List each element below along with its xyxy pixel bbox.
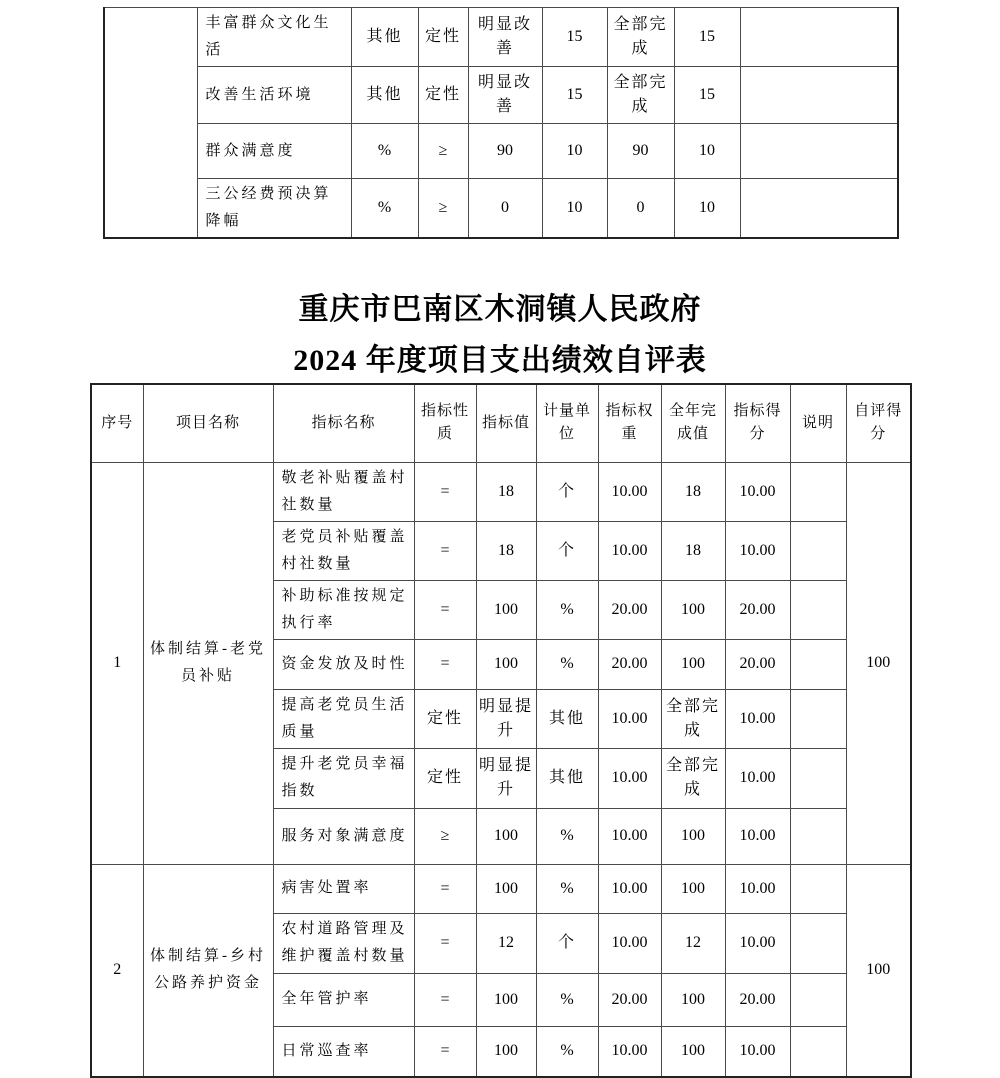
completion-cell: 全部完成	[607, 67, 674, 124]
completion-cell: 全部完成	[607, 8, 674, 67]
header-cell: 序号	[91, 384, 143, 462]
nature-cell: =	[414, 580, 476, 639]
nature-cell: ≥	[414, 808, 476, 864]
completion-cell: 全部完成	[661, 748, 725, 808]
project-name-cell: 体制结算-老党员补贴	[143, 462, 273, 864]
carryover-indicator-table	[103, 7, 899, 239]
completion-cell: 100	[661, 580, 725, 639]
score-cell: 10.00	[725, 864, 790, 913]
carryover-row	[104, 8, 898, 67]
completion-cell: 100	[661, 639, 725, 689]
header-cell: 全年完成值	[661, 384, 725, 462]
carryover-row	[104, 67, 898, 124]
completion-cell: 0	[607, 179, 674, 239]
weight-cell: 20.00	[598, 580, 661, 639]
unit-cell: %	[351, 179, 418, 239]
unit-cell: %	[536, 639, 598, 689]
indicator-name-cell: 老党员补贴覆盖村社数量	[273, 521, 414, 580]
self-score-cell: 100	[846, 462, 911, 864]
note-cell	[740, 67, 898, 124]
note-cell	[790, 808, 846, 864]
weight-cell: 20.00	[598, 639, 661, 689]
indicator-value-cell: 12	[476, 913, 536, 973]
indicator-name-cell: 提升老党员幸福指数	[273, 748, 414, 808]
score-cell: 20.00	[725, 639, 790, 689]
weight-cell: 10.00	[598, 864, 661, 913]
target-value-cell: 明显改善	[468, 67, 542, 124]
header-cell: 自评得分	[846, 384, 911, 462]
target-value-cell: 0	[468, 179, 542, 239]
note-cell	[790, 639, 846, 689]
note-cell	[790, 521, 846, 580]
nature-cell: =	[414, 913, 476, 973]
unit-cell: %	[351, 124, 418, 179]
weight-cell: 15	[542, 67, 607, 124]
unit-cell: 其他	[351, 67, 418, 124]
header-cell: 说明	[790, 384, 846, 462]
score-cell: 10.00	[725, 521, 790, 580]
header-cell: 指标权重	[598, 384, 661, 462]
score-cell: 20.00	[725, 580, 790, 639]
indicator-value-cell: 18	[476, 462, 536, 521]
indicator-value-cell: 18	[476, 521, 536, 580]
note-cell	[790, 1026, 846, 1077]
indicator-value-cell: 100	[476, 973, 536, 1026]
unit-cell: %	[536, 973, 598, 1026]
score-cell: 10.00	[725, 808, 790, 864]
indicator-value-cell: 100	[476, 808, 536, 864]
unit-cell: 个	[536, 913, 598, 973]
indicator-name-cell: 农村道路管理及维护覆盖村数量	[273, 913, 414, 973]
carryover-row	[104, 179, 898, 239]
header-cell: 项目名称	[143, 384, 273, 462]
nature-cell: =	[414, 521, 476, 580]
nature-cell: 定性	[414, 689, 476, 748]
self-evaluation-table	[90, 383, 912, 1078]
indicator-value-cell: 100	[476, 1026, 536, 1077]
target-value-cell: 90	[468, 124, 542, 179]
note-cell	[790, 580, 846, 639]
weight-cell: 10.00	[598, 748, 661, 808]
unit-cell: %	[536, 1026, 598, 1077]
indicator-row	[91, 462, 911, 521]
header-cell: 指标得分	[725, 384, 790, 462]
completion-cell: 18	[661, 521, 725, 580]
note-cell	[790, 973, 846, 1026]
nature-cell: ≥	[418, 179, 468, 239]
title-organization: 重庆市巴南区木洞镇人民政府	[298, 293, 702, 326]
indicator-name-cell: 病害处置率	[273, 864, 414, 913]
weight-cell: 10	[542, 124, 607, 179]
weight-cell: 10.00	[598, 689, 661, 748]
unit-cell: %	[536, 808, 598, 864]
weight-cell: 15	[542, 8, 607, 67]
unit-cell: %	[536, 864, 598, 913]
nature-cell: =	[414, 864, 476, 913]
weight-cell: 10.00	[598, 462, 661, 521]
nature-cell: =	[414, 1026, 476, 1077]
indicator-row	[91, 864, 911, 913]
unit-cell: %	[536, 580, 598, 639]
score-cell: 15	[674, 67, 740, 124]
weight-cell: 10.00	[598, 1026, 661, 1077]
score-cell: 10.00	[725, 913, 790, 973]
weight-cell: 20.00	[598, 973, 661, 1026]
score-cell: 10.00	[725, 689, 790, 748]
unit-cell: 其他	[351, 8, 418, 67]
note-cell	[790, 462, 846, 521]
completion-cell: 90	[607, 124, 674, 179]
indicator-name-cell: 服务对象满意度	[273, 808, 414, 864]
indicator-name-cell: 敬老补贴覆盖村社数量	[273, 462, 414, 521]
project-name-cell	[104, 8, 197, 239]
nature-cell: 定性	[414, 748, 476, 808]
completion-cell: 100	[661, 808, 725, 864]
title-form-name: 2024 年度项目支出绩效自评表	[293, 344, 707, 377]
indicator-value-cell: 100	[476, 864, 536, 913]
score-cell: 10.00	[725, 1026, 790, 1077]
note-cell	[790, 689, 846, 748]
serial-cell: 1	[91, 462, 143, 864]
nature-cell: =	[414, 462, 476, 521]
weight-cell: 10.00	[598, 913, 661, 973]
indicator-name-cell: 日常巡查率	[273, 1026, 414, 1077]
indicator-name-cell: 三公经费预决算降幅	[197, 179, 351, 239]
unit-cell: 个	[536, 521, 598, 580]
unit-cell: 其他	[536, 748, 598, 808]
indicator-name-cell: 提高老党员生活质量	[273, 689, 414, 748]
target-value-cell: 明显改善	[468, 8, 542, 67]
serial-cell: 2	[91, 864, 143, 1077]
completion-cell: 18	[661, 462, 725, 521]
indicator-name-cell: 改善生活环境	[197, 67, 351, 124]
project-name-cell: 体制结算-乡村公路养护资金	[143, 864, 273, 1077]
completion-cell: 100	[661, 864, 725, 913]
note-cell	[740, 8, 898, 67]
nature-cell: 定性	[418, 8, 468, 67]
completion-cell: 100	[661, 1026, 725, 1077]
score-cell: 20.00	[725, 973, 790, 1026]
note-cell	[740, 124, 898, 179]
indicator-name-cell: 丰富群众文化生活	[197, 8, 351, 67]
completion-cell: 全部完成	[661, 689, 725, 748]
unit-cell: 个	[536, 462, 598, 521]
weight-cell: 10	[542, 179, 607, 239]
nature-cell: 定性	[418, 67, 468, 124]
indicator-name-cell: 补助标准按规定执行率	[273, 580, 414, 639]
score-cell: 10	[674, 124, 740, 179]
score-cell: 10	[674, 179, 740, 239]
header-cell: 计量单位	[536, 384, 598, 462]
nature-cell: =	[414, 973, 476, 1026]
header-cell: 指标名称	[273, 384, 414, 462]
nature-cell: ≥	[418, 124, 468, 179]
indicator-value-cell: 明显提升	[476, 748, 536, 808]
indicator-name-cell: 资金发放及时性	[273, 639, 414, 689]
carryover-row	[104, 124, 898, 179]
note-cell	[790, 748, 846, 808]
score-cell: 15	[674, 8, 740, 67]
note-cell	[740, 179, 898, 239]
indicator-value-cell: 100	[476, 639, 536, 689]
header-cell: 指标性质	[414, 384, 476, 462]
indicator-name-cell: 群众满意度	[197, 124, 351, 179]
header-cell: 指标值	[476, 384, 536, 462]
indicator-value-cell: 明显提升	[476, 689, 536, 748]
note-cell	[790, 913, 846, 973]
note-cell	[790, 864, 846, 913]
self-score-cell: 100	[846, 864, 911, 1077]
header-row	[91, 384, 911, 462]
score-cell: 10.00	[725, 462, 790, 521]
unit-cell: 其他	[536, 689, 598, 748]
score-cell: 10.00	[725, 748, 790, 808]
nature-cell: =	[414, 639, 476, 689]
indicator-name-cell: 全年管护率	[273, 973, 414, 1026]
weight-cell: 10.00	[598, 521, 661, 580]
weight-cell: 10.00	[598, 808, 661, 864]
indicator-value-cell: 100	[476, 580, 536, 639]
completion-cell: 100	[661, 973, 725, 1026]
document-title	[0, 284, 1000, 386]
completion-cell: 12	[661, 913, 725, 973]
